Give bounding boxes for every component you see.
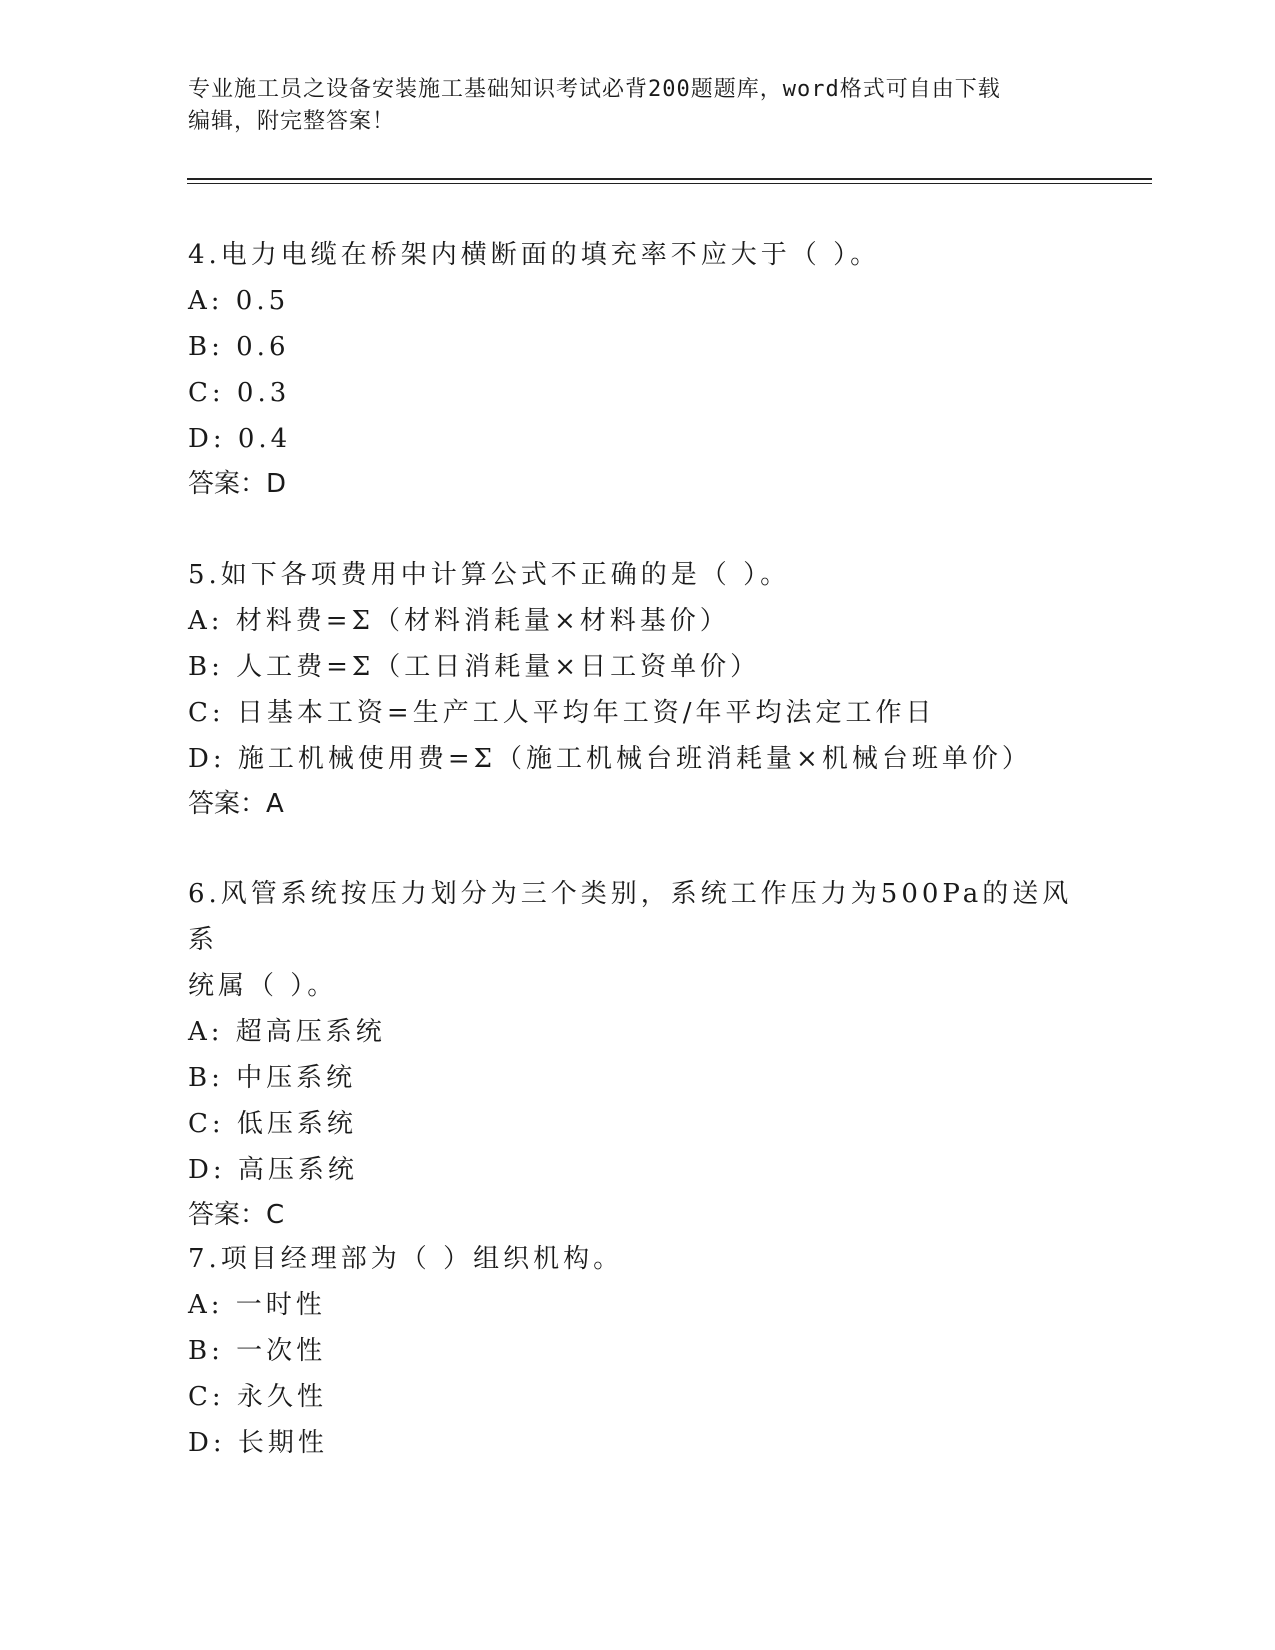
option-b: B: 中压系统 — [188, 1063, 357, 1093]
option-c: C: 日基本工资=生产工人平均年工资/年平均法定工作日 — [188, 698, 936, 728]
question-stem-line-1: 6.风管系统按压力划分为三个类别，系统工作压力为500Pa的送风系 — [188, 879, 1073, 955]
option-c: C: 低压系统 — [188, 1109, 357, 1139]
question-5 — [188, 552, 1088, 826]
option-a: A: 材料费=Σ（材料消耗量×材料基价） — [188, 606, 730, 636]
document-header — [188, 74, 1088, 138]
option-b: B: 一次性 — [188, 1336, 327, 1366]
option-b: B: 0.6 — [188, 332, 290, 362]
question-6 — [188, 871, 1088, 1237]
option-d: D: 高压系统 — [188, 1155, 358, 1185]
answer-key: 答案：A — [188, 789, 284, 819]
answer-key: 答案：C — [188, 1200, 285, 1230]
question-4 — [188, 232, 1088, 506]
option-d: D: 长期性 — [188, 1428, 328, 1458]
question-stem: 4.电力电缆在桥架内横断面的填充率不应大于（ ）。 — [188, 240, 881, 270]
option-a: A: 一时性 — [188, 1290, 326, 1320]
option-b: B: 人工费=Σ（工日消耗量×日工资单价） — [188, 652, 761, 682]
option-c: C: 0.3 — [188, 378, 291, 408]
option-c: C: 永久性 — [188, 1382, 327, 1412]
header-line-1: 专业施工员之设备安装施工基础知识考试必背200题题库，word格式可自由下载 — [188, 77, 1001, 102]
header-divider — [187, 178, 1152, 181]
header-divider-thin — [187, 183, 1152, 185]
answer-key: 答案：D — [188, 469, 287, 499]
question-stem: 5.如下各项费用中计算公式不正确的是（ ）。 — [188, 560, 791, 590]
option-d: D: 施工机械使用费=Σ（施工机械台班消耗量×机械台班单价） — [188, 744, 1032, 774]
question-7 — [188, 1236, 1088, 1466]
question-stem-line-2: 统属（ ）。 — [188, 971, 338, 1001]
option-a: A: 超高压系统 — [188, 1017, 386, 1047]
option-a: A: 0.5 — [188, 286, 290, 316]
option-d: D: 0.4 — [188, 424, 292, 454]
question-stem: 7.项目经理部为（ ）组织机构。 — [188, 1244, 624, 1274]
header-line-2: 编辑，附完整答案！ — [188, 109, 396, 134]
